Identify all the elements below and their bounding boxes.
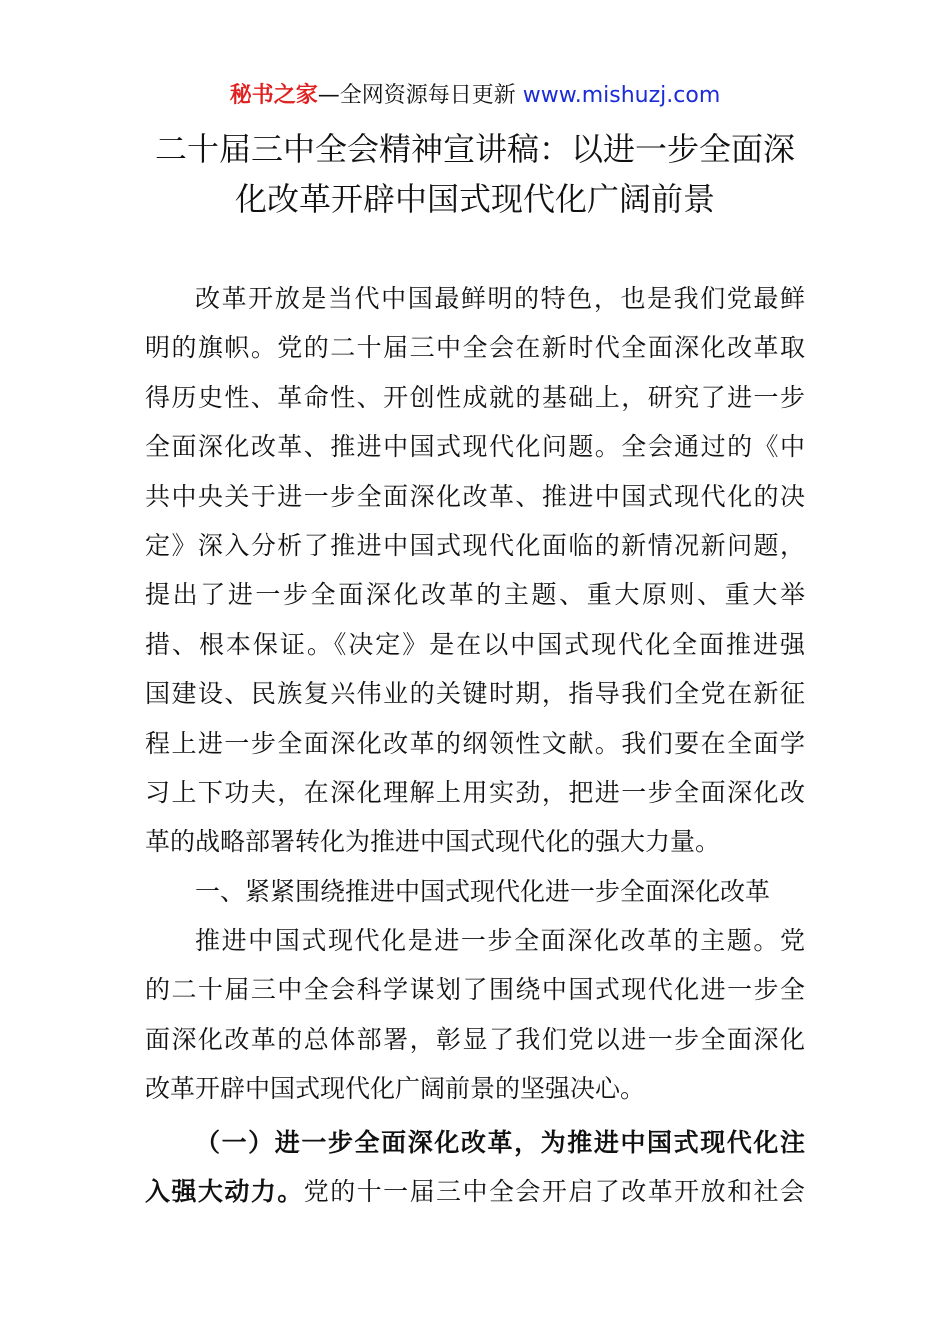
paragraph-line	[145, 1167, 805, 1216]
header-tagline: —全网资源每日更新	[317, 83, 523, 108]
paragraph-line: 得历史性、革命性、开创性成就的基础上，研究了进一步	[145, 382, 805, 412]
paragraph-line: 措、根本保证。《决定》是在以中国式现代化全面推进强	[145, 629, 805, 659]
paragraph-line: 全面深化改革、推进中国式现代化问题。全会通过的《中	[145, 432, 805, 462]
paragraph-line: 共中央关于进一步全面深化改革、推进中国式现代化的决	[145, 481, 805, 511]
site-header	[0, 80, 950, 112]
brand-name: 秘书之家	[229, 83, 318, 108]
document-title	[145, 124, 805, 224]
paragraph-line: 提出了进一步全面深化改革的主题、重大原则、重大举	[145, 580, 805, 610]
paragraph-line: 推进中国式现代化是进一步全面深化改革的主题。党	[195, 926, 805, 956]
subheading-line: （一）进一步全面深化改革，为推进中国式现代化注	[195, 1127, 805, 1157]
paragraph-text: 党的十一届三中全会开启了改革开放和社会	[303, 1177, 805, 1207]
subheading-tail: 入强大动力。	[145, 1177, 304, 1207]
paragraph-line: 国建设、民族复兴伟业的关键时期，指导我们全党在新征	[145, 679, 805, 709]
paragraph-line: 程上进一步全面深化改革的纲领性文献。我们要在全面学	[145, 728, 805, 758]
paragraph-line: 明的旗帜。党的二十届三中全会在新时代全面深化改革取	[145, 333, 805, 363]
paragraph-line: 定》深入分析了推进中国式现代化面临的新情况新问题，	[145, 530, 805, 560]
document-body	[145, 274, 805, 1216]
paragraph-line: 的二十届三中全会科学谋划了围绕中国式现代化进一步全	[145, 975, 805, 1005]
paragraph-line: 改革开放是当代中国最鲜明的特色，也是我们党最鲜	[195, 284, 805, 313]
title-line: 化改革开辟中国式现代化广阔前景	[234, 180, 715, 218]
paragraph-line: 面深化改革的总体部署，彰显了我们党以进一步全面深化	[145, 1024, 805, 1054]
title-line: 二十届三中全会精神宣讲稿：以进一步全面深	[154, 130, 795, 168]
paragraph-line: 改革开辟中国式现代化广阔前景的坚强决心。	[145, 1074, 646, 1104]
paragraph-line: 习上下功夫，在深化理解上用实劲，把进一步全面深化改	[145, 777, 805, 807]
site-url-link[interactable]: www.mishuzj.com	[522, 83, 721, 108]
paragraph-line: 革的战略部署转化为推进中国式现代化的强大力量。	[145, 827, 721, 857]
section-heading: 一、紧紧围绕推进中国式现代化进一步全面深化改革	[195, 876, 771, 906]
